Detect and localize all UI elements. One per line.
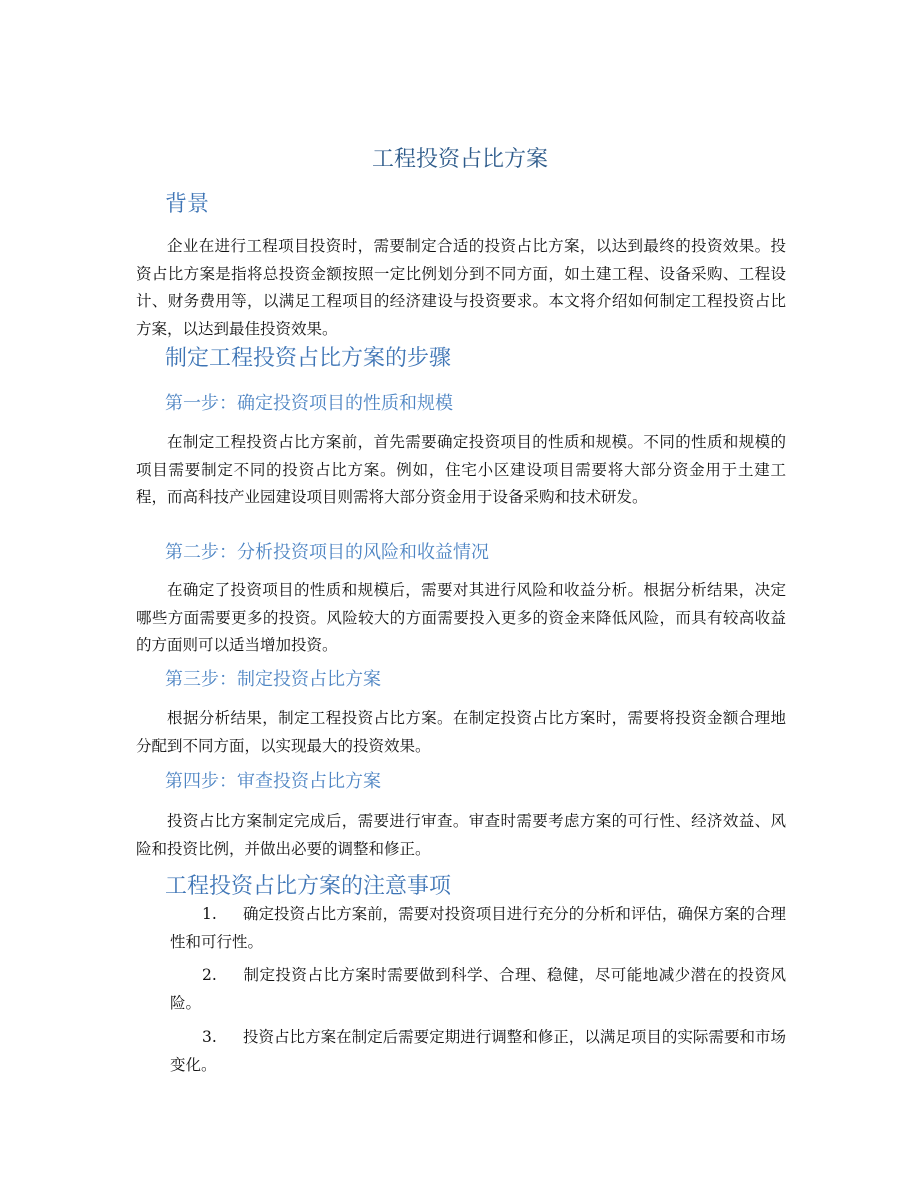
list-item-number: 3. <box>202 1028 217 1046</box>
document-title: 工程投资占比方案 <box>371 147 548 172</box>
step2-paragraph: 在确定了投资项目的性质和规模后，需要对其进行风险和收益分析。根据分析结果，决定哪些方面需要更多的投资。风险较大的方面需要投入更多的资金来降低风险，而具有较高收益的方面则可以适当增加投资。 <box>136 581 786 654</box>
list-item-number: 1. <box>202 905 217 923</box>
background-heading: 背景 <box>165 192 210 217</box>
step1-paragraph: 在制定工程投资占比方案前，首先需要确定投资项目的性质和规模。不同的性质和规模的项目需要制定不同的投资占比方案。例如，住宅小区建设项目需要将大部分资金用于土建工程，而高科技产业园建设项目则需将大部分资金用于设备采购和技术研发。 <box>136 433 786 506</box>
list-item-text: 确定投资占比方案前，需要对投资项目进行充分的分析和评估，确保方案的合理性和可行性。 <box>170 905 786 951</box>
list-item-number: 2. <box>202 966 217 984</box>
list-item-text: 投资占比方案在制定后需要定期进行调整和修正，以满足项目的实际需要和市场变化。 <box>170 1028 786 1074</box>
step2-heading: 第二步：分析投资项目的风险和收益情况 <box>165 542 489 563</box>
step3-paragraph: 根据分析结果，制定工程投资占比方案。在制定投资占比方案时，需要将投资金额合理地分配到不同方面，以实现最大的投资效果。 <box>136 709 786 755</box>
step1-heading: 第一步：确定投资项目的性质和规模 <box>165 393 453 414</box>
list-item <box>170 962 786 1017</box>
step3-heading: 第三步：制定投资占比方案 <box>165 669 381 690</box>
list-item <box>170 901 786 956</box>
background-paragraph: 企业在进行工程项目投资时，需要制定合适的投资占比方案，以达到最终的投资效果。投资占比方案是指将总投资金额按照一定比例划分到不同方面，如土建工程、设备采购、工程设计、财务费用等，以满足工程项目的经济建设与投资要求。本文将介绍如何制定工程投资占比方案，以达到最佳投资效果。 <box>136 237 786 338</box>
steps-heading: 制定工程投资占比方案的步骤 <box>165 346 452 371</box>
step4-heading: 第四步：审查投资占比方案 <box>165 771 381 792</box>
step4-paragraph: 投资占比方案制定完成后，需要进行审查。审查时需要考虑方案的可行性、经济效益、风险和投资比例，并做出必要的调整和修正。 <box>136 812 786 858</box>
list-item <box>170 1024 786 1079</box>
list-item-text: 制定投资占比方案时需要做到科学、合理、稳健，尽可能地减少潜在的投资风险。 <box>170 966 786 1012</box>
notes-heading: 工程投资占比方案的注意事项 <box>165 874 452 899</box>
